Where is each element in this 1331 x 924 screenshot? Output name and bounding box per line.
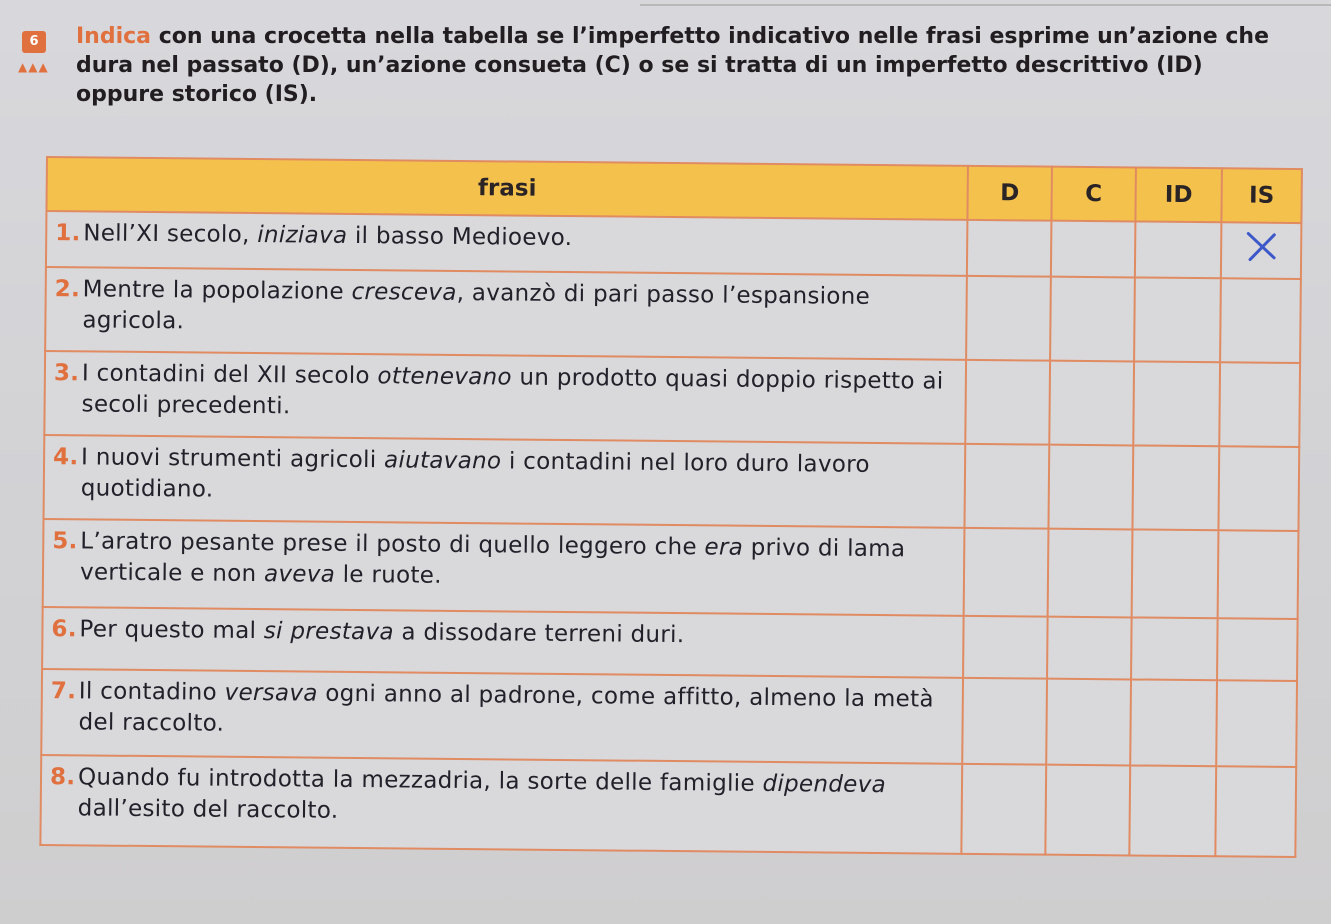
- sentence-number: 1.: [55, 220, 81, 247]
- answer-cell-id[interactable]: [1130, 679, 1217, 766]
- header-c: C: [1051, 167, 1136, 222]
- header-id: ID: [1135, 167, 1222, 222]
- answer-cell-is[interactable]: [1216, 680, 1297, 767]
- answer-cell-c[interactable]: [1046, 679, 1131, 766]
- answer-cell-id[interactable]: [1132, 529, 1219, 618]
- sentence-text: Mentre la popolazione: [82, 276, 352, 305]
- answer-cell-d[interactable]: [964, 444, 1049, 529]
- answer-cell-d[interactable]: [961, 764, 1046, 855]
- answer-cell-is[interactable]: [1218, 446, 1299, 531]
- answer-cell-is[interactable]: [1217, 618, 1298, 681]
- answer-cell-c[interactable]: [1048, 445, 1133, 530]
- sentence-cell: [42, 607, 964, 678]
- sentence-number: 5.: [52, 528, 78, 555]
- answer-cell-c[interactable]: [1048, 529, 1133, 618]
- sentence-verb: iniziava: [257, 222, 348, 249]
- sentence-verb: era: [704, 534, 744, 561]
- sentence-verb: dipendeva: [762, 770, 887, 799]
- sentence-text: ogni anno al padrone, come affitto, almeno la metà del raccolto.: [78, 680, 934, 737]
- table-row: [44, 351, 1300, 447]
- difficulty-icon: ▲▲▲: [18, 60, 49, 74]
- table-row: [41, 669, 1297, 767]
- answer-cell-is[interactable]: [1218, 530, 1299, 619]
- sentence-cell: [44, 351, 966, 444]
- sentence-text: a dissodare terreni duri.: [393, 619, 685, 649]
- sentence-cell: [44, 435, 966, 528]
- answer-cell-d[interactable]: [965, 360, 1050, 445]
- sentence-number: 8.: [49, 764, 76, 791]
- exercise-table: [39, 156, 1303, 858]
- sentence-text: i contadini nel loro duro lavoro quotidiano.: [80, 448, 870, 503]
- answer-cell-d[interactable]: [966, 276, 1051, 361]
- sentence-cell: [41, 669, 963, 764]
- sentence-cell: [45, 267, 967, 360]
- sentence-verb: ottenevano: [377, 363, 512, 391]
- header-is: IS: [1221, 168, 1302, 223]
- exercise-instructions: [76, 22, 1276, 109]
- instructions-verb: Indica: [76, 24, 152, 49]
- answer-cell-c[interactable]: [1051, 221, 1136, 278]
- sentence-text: L’aratro pesante prese il posto di quello leggero che: [80, 528, 705, 561]
- sentence-text: Quando fu introdotta la mezzadria, la sorte delle famiglie: [77, 764, 763, 797]
- sentence-text: I nuovi strumenti agricoli: [80, 444, 385, 474]
- table-row: [40, 755, 1296, 857]
- sentence-number: 3.: [53, 360, 80, 387]
- sentence-verb: si prestava: [263, 618, 394, 646]
- answer-cell-id[interactable]: [1135, 221, 1222, 278]
- instructions-text: con una crocetta nella tabella se l’imperfetto indicativo nelle frasi esprime un’azione che dura nel passato (D), un’azione consueta (C) o se si tratta di un imperfetto descrittivo (ID) oppure storico (IS).: [76, 24, 1270, 107]
- answer-cell-d[interactable]: [964, 528, 1049, 617]
- answer-cell-d[interactable]: [963, 616, 1048, 679]
- answer-cell-c[interactable]: [1045, 765, 1130, 856]
- sentence-text: , avanzò di pari passo l’espansione agricola.: [82, 279, 871, 335]
- answer-cell-d[interactable]: [962, 678, 1047, 765]
- sentence-text: il basso Medioevo.: [347, 222, 573, 252]
- sentence-number: 7.: [50, 678, 77, 705]
- sentence-text: Il contadino: [78, 678, 225, 706]
- sentence-number: 4.: [52, 444, 79, 471]
- sentence-verb: aiutavano: [383, 447, 502, 475]
- sentence-number: 2.: [54, 276, 81, 303]
- answer-cell-is[interactable]: [1215, 766, 1296, 857]
- top-rule: [640, 0, 1331, 6]
- sentence-text: Per questo mal: [79, 616, 264, 645]
- answer-cell-is[interactable]: [1221, 222, 1302, 279]
- sentence-verb: cresceva: [351, 278, 457, 306]
- sentence-cell: [46, 211, 967, 276]
- exercise-number-badge: 6: [22, 31, 46, 53]
- answer-cell-id[interactable]: [1129, 765, 1216, 856]
- answer-cell-id[interactable]: [1134, 277, 1221, 362]
- header-d: D: [967, 166, 1052, 221]
- sentence-verb: aveva: [263, 561, 336, 588]
- sentence-number: 6.: [51, 616, 77, 643]
- sentence-text: I contadini del XII secolo: [81, 360, 378, 390]
- answer-cell-d[interactable]: [967, 220, 1052, 277]
- sentence-cell: [43, 519, 965, 616]
- table-row: [45, 267, 1301, 363]
- sentence-text: dall’esito del raccolto.: [77, 795, 339, 824]
- answer-cell-c[interactable]: [1050, 277, 1135, 362]
- sentence-cell: [40, 755, 962, 854]
- table-row: [44, 435, 1300, 531]
- answer-cell-id[interactable]: [1133, 361, 1220, 446]
- answer-cell-c[interactable]: [1049, 361, 1134, 446]
- sentence-text: un prodotto quasi doppio rispetto ai secoli precedenti.: [81, 364, 944, 420]
- sentence-verb: versava: [224, 679, 318, 707]
- answer-cell-c[interactable]: [1047, 617, 1132, 680]
- sentence-text: Nell’XI secolo,: [83, 220, 258, 249]
- answer-cell-is[interactable]: [1219, 362, 1300, 447]
- answer-cell-id[interactable]: [1132, 445, 1219, 530]
- sentence-text: privo di lama verticale e non: [79, 534, 906, 588]
- answer-cell-id[interactable]: [1131, 617, 1218, 680]
- header-frasi: frasi: [46, 157, 967, 220]
- cross-mark-icon: [1244, 230, 1278, 264]
- sentence-text: le ruote.: [334, 561, 442, 589]
- table-row: [43, 519, 1299, 619]
- answer-cell-is[interactable]: [1220, 278, 1301, 363]
